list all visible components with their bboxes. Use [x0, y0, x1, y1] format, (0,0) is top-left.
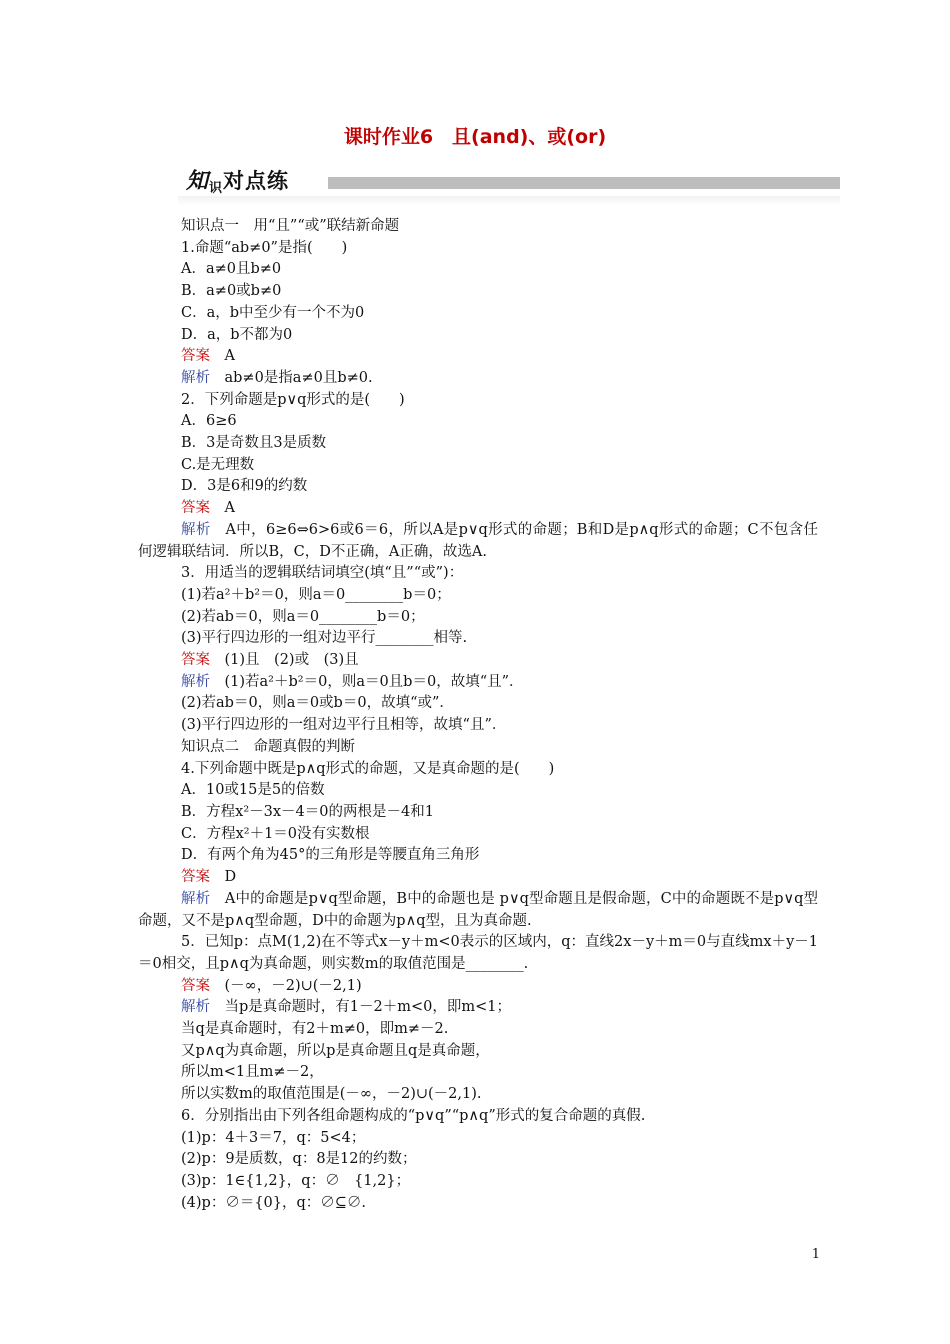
line-text: A中，6≥6⇔6>6或6＝6，所以A是p∨q形式的命题；B和D是p∧q形式的命题；C不包含任何逻辑联结词．所以B，C，D不正确，A正确，故选A. — [138, 521, 818, 560]
line-text: 知识点二 命题真假的判断 — [181, 738, 355, 755]
question-line — [138, 563, 818, 585]
analysis-line — [138, 997, 818, 1019]
question-line — [138, 607, 818, 629]
line-text: C．方程x²＋1＝0没有实数根 — [181, 825, 370, 842]
line-text: (1)若a²＋b²＝0，则a＝0且b＝0，故填“且”． — [210, 673, 524, 690]
line-text: 5．已知p：点M(1,2)在不等式x－y＋m<0表示的区域内，q：直线2x－y＋m＝0与直线mx＋y－1＝0相交，且p∧q为真命题，则实数m的取值范围是________. — [138, 934, 818, 972]
question-line — [138, 585, 818, 607]
line-text: B．a≠0或b≠0 — [181, 283, 282, 300]
analysis-label: 解析 — [181, 890, 211, 907]
question-line — [138, 1149, 818, 1171]
answer-label: 答案 — [181, 348, 210, 365]
line-text: B．3是奇数且3是质数 — [181, 435, 327, 452]
line-text: D．a，b不都为0 — [181, 326, 293, 343]
banner-bar — [328, 177, 840, 189]
question-line — [138, 1041, 818, 1063]
page-number: 1 — [811, 1247, 820, 1262]
answer-line — [138, 650, 818, 672]
section-banner — [178, 160, 840, 206]
line-text: (3)平行四边形的一组对边平行________相等. — [181, 630, 468, 647]
banner-logo — [186, 164, 289, 200]
question-line — [138, 455, 818, 477]
line-text: (－∞，－2)∪(－2,1) — [210, 977, 362, 994]
line-text: B．方程x²－3x－4＝0的两根是－4和1 — [181, 803, 434, 820]
question-line — [138, 303, 818, 325]
question-line — [138, 693, 818, 715]
line-text: A．10或15是5的倍数 — [181, 782, 325, 799]
line-text: C．a，b中至少有一个不为0 — [181, 304, 365, 321]
question-line — [138, 1019, 818, 1041]
line-text: (1)且 (2)或 (3)且 — [210, 652, 359, 669]
line-text: 所以m<1且m≠－2， — [181, 1064, 324, 1081]
section-heading — [138, 216, 818, 238]
line-text: 知识点一 用“且”“或”联结新命题 — [181, 218, 400, 234]
line-text: 6．分别指出由下列各组命题构成的“p∨q”“p∧q”形式的复合命题的真假. — [181, 1107, 646, 1124]
line-text: 1.命题“ab≠0”是指( ) — [181, 239, 348, 256]
question-line — [138, 238, 818, 260]
answer-label: 答案 — [181, 869, 210, 886]
line-text: C.是无理数 — [181, 456, 255, 473]
line-text: (4)p：∅＝{0}，q：∅⊆∅. — [181, 1194, 367, 1211]
question-line — [138, 1128, 818, 1150]
answer-label: 答案 — [181, 500, 210, 517]
line-text: 当q是真命题时，有2＋m≠0，即m≠－2. — [181, 1021, 449, 1038]
analysis-line — [138, 368, 818, 390]
line-text: D．3是6和9的约数 — [181, 478, 308, 495]
section-heading — [138, 737, 818, 759]
line-text: 4.下列命题中既是p∧q形式的命题，又是真命题的是( ) — [181, 760, 555, 777]
line-text: (3)平行四边形的一组对边平行且相等，故填“且”． — [181, 717, 507, 734]
document-body — [138, 216, 818, 1214]
line-text: (3)p：1∈{1,2}，q：∅ {1,2}； — [181, 1172, 411, 1189]
question-line — [138, 802, 818, 824]
line-text: 所以实数m的取值范围是(－∞，－2)∪(－2,1). — [181, 1086, 482, 1103]
answer-line — [138, 498, 818, 520]
question-line — [138, 1193, 818, 1215]
line-text: A — [210, 348, 235, 365]
banner-shade — [178, 196, 840, 206]
line-text: (1)p：4＋3＝7，q：5<4； — [181, 1129, 366, 1146]
question-line — [138, 390, 818, 412]
question-line — [138, 1106, 818, 1128]
line-text: (2)若ab＝0，则a＝0________b＝0； — [181, 608, 425, 625]
question-line — [138, 824, 818, 846]
question-line — [138, 476, 818, 498]
question-line — [138, 759, 818, 781]
answer-label: 答案 — [181, 977, 210, 994]
line-text: (2)p：9是质数，q：8是12的约数； — [181, 1151, 417, 1168]
question-line — [138, 845, 818, 867]
line-text: 又p∧q为真命题，所以p是真命题且q是真命题， — [181, 1042, 490, 1059]
answer-line — [138, 346, 818, 368]
question-line — [138, 1084, 818, 1106]
line-text: A — [210, 500, 235, 517]
question-line — [138, 325, 818, 347]
question-line — [138, 259, 818, 281]
line-text: A．a≠0且b≠0 — [181, 261, 282, 278]
line-text: 当p是真命题时，有1－2＋m<0，即m<1； — [210, 999, 511, 1016]
line-text: A中的命题是p∨q型命题，B中的命题也是 p∨q型命题且是假命题，C中的命题既不是p∨q型命题，又不是p∧q型命题，D中的命题为p∧q型，且为真命题. — [138, 890, 819, 929]
analysis-label: 解析 — [181, 369, 210, 386]
page-title: 课时作业6 且(and)、或(or) — [343, 126, 607, 148]
analysis-label: 解析 — [181, 673, 210, 690]
line-text: ab≠0是指a≠0且b≠0. — [210, 369, 373, 386]
analysis-label: 解析 — [181, 521, 211, 538]
line-text: 2．下列命题是p∨q形式的是( ) — [181, 391, 405, 408]
question-line — [138, 715, 818, 737]
question-line — [138, 411, 818, 433]
answer-line — [138, 976, 818, 998]
answer-line — [138, 867, 818, 889]
line-text: D — [210, 869, 237, 886]
line-text: 3．用适当的逻辑联结词填空(填“且”“或”)： — [181, 565, 464, 582]
line-text: (1)若a²＋b²＝0，则a＝0________b＝0； — [181, 586, 451, 603]
analysis-line — [138, 672, 818, 694]
question-line — [138, 780, 818, 802]
analysis-label: 解析 — [181, 999, 210, 1016]
question-line — [138, 433, 818, 455]
line-text: (2)若ab＝0，则a＝0或b＝0，故填“或”． — [181, 695, 454, 712]
question-line — [138, 1171, 818, 1193]
analysis-line — [138, 520, 818, 563]
logo-big-char: 知 — [186, 169, 210, 194]
line-text: D．有两个角为45°的三角形是等腰直角三角形 — [181, 847, 480, 864]
answer-label: 答案 — [181, 652, 210, 669]
analysis-line — [138, 889, 818, 932]
question-line — [138, 932, 818, 975]
question-line — [138, 628, 818, 650]
question-line — [138, 1062, 818, 1084]
question-line — [138, 281, 818, 303]
line-text: A．6≥6 — [181, 413, 237, 430]
logo-rest-text: 对点练 — [223, 169, 290, 193]
logo-small-char: 识 — [209, 181, 224, 196]
